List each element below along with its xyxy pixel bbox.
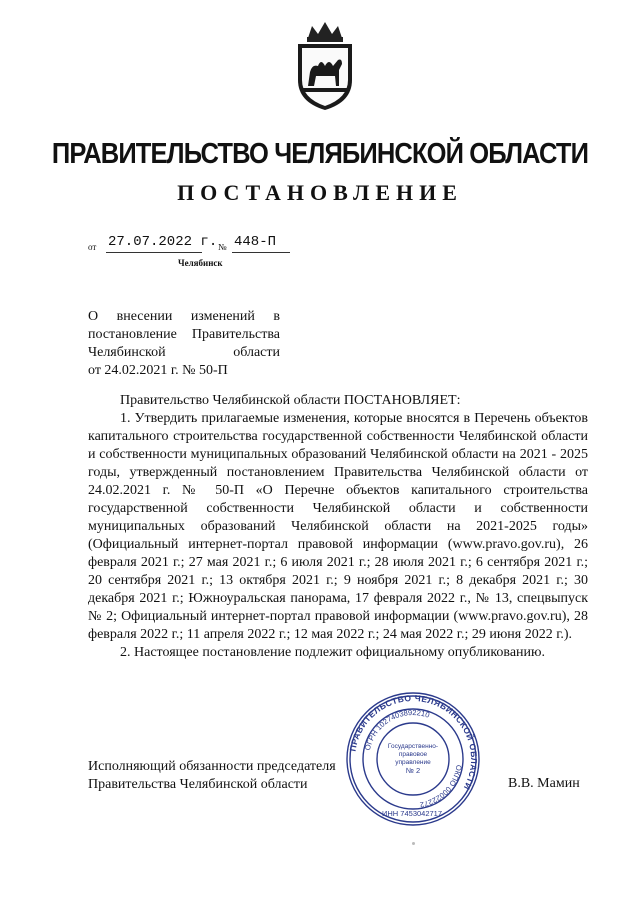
stamp-inner-line: правовое <box>398 751 428 758</box>
number-label: № <box>218 242 227 252</box>
svg-text:ИНН 7453042717 <box>382 809 442 818</box>
stamp-inner-line: № 2 <box>405 766 421 775</box>
stamp-inner-line: Государственно- <box>387 743 439 750</box>
signatory-position-line: Правительства Челябинской области <box>88 777 308 792</box>
number-underline <box>232 252 290 253</box>
signatory-position-line: Исполняющий обязанности председателя <box>88 759 336 774</box>
date-underline <box>106 252 202 253</box>
signatory-name: В.В. Мамин <box>508 776 580 791</box>
subject-line: Челябинской области <box>88 345 280 360</box>
svg-text:ОКПО 00022272 <box>419 764 463 809</box>
stamp-ogrn: ОГРН 1027403892210 <box>362 707 431 752</box>
document-type-heading: ПОСТАНОВЛЕНИЕ <box>177 180 463 205</box>
subject-line: от 24.02.2021 г. № 50-П <box>88 363 228 378</box>
signatory-position <box>88 758 336 794</box>
decree-body <box>88 392 588 662</box>
decree-number: 448-П <box>234 234 277 250</box>
scan-speck <box>412 842 415 845</box>
date-from-label: от <box>88 242 97 252</box>
decree-intro: Правительство Челябинской области ПОСТАНОВЛЯЕТ: <box>120 393 461 408</box>
stamp-okpo: ОКПО 00022272 <box>419 764 464 810</box>
decree-item-2: 2. Настоящее постановление подлежит официальному опубликованию. <box>120 645 545 660</box>
subject-line: постановление Правительства <box>88 327 280 342</box>
stamp-inn: ИНН 7453042717 <box>382 809 443 818</box>
subject-line: О внесении изменений в <box>88 309 280 324</box>
dateline <box>88 234 288 256</box>
decree-date: 27.07.2022 г. <box>108 234 218 250</box>
decree-item-1: 1. Утвердить прилагаемые изменения, которые вносятся в Перечень объектов капитального строительства государственной собственности Челябинской области и собственности муниципальных образований Челябинской области на 2021 - 2025 годы, утвержденный постановлением Правительства Челябинской области от 24.02.2021 г. № 50-П «О Перечне объектов капитального строительства государственной собственности Челябинской области и собственности муниципальных образований Челябинской области на 2021-2025 годы» (Официальный интернет-портал правовой информации (www.pravo.gov.ru), 26 февраля 2021 г.; 27 мая 2021 г.; 6 июля 2021 г.; 28 июля 2021 г.; 6 сентября 2021 г.; 20 сентября 2021 г.; 13 октября 2021 г.; 9 ноября 2021 г.; 8 декабря 2021 г.; 30 декабря 2021 г.; Южноуральская панорама, 17 февраля 2022 г., № 13, спецвыпуск № 2; Официальный интернет-портал правовой информации (www.pravo.gov.ru), 28 февраля 2022 г.; 11 апреля 2022 г.; 12 мая 2022 г.; 24 мая 2022 г.; 29 июня 2022 г.). <box>88 411 588 642</box>
official-stamp <box>344 690 482 828</box>
stamp-inner-line: управление <box>395 759 431 766</box>
decree-subject <box>88 308 280 380</box>
city-name: Челябинск <box>178 258 223 268</box>
stamp-outer-text: ПРАВИТЕЛЬСТВО ЧЕЛЯБИНСКОЙ ОБЛАСТИ <box>347 692 480 792</box>
coat-of-arms-emblem <box>290 20 360 112</box>
government-title: ПРАВИТЕЛЬСТВО ЧЕЛЯБИНСКОЙ ОБЛАСТИ <box>51 138 589 170</box>
